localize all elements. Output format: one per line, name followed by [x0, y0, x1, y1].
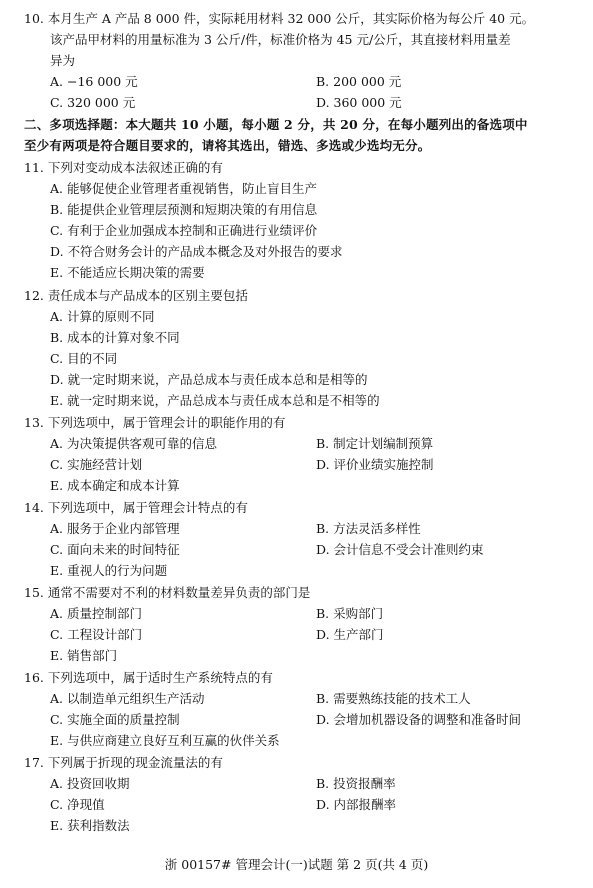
- q17-option-d: D. 内部报酬率: [316, 797, 397, 812]
- q16-option-e: E. 与供应商建立良好互利互赢的伙伴关系: [50, 733, 280, 748]
- q13-option-b: B. 制定计划编制预算: [316, 436, 434, 451]
- q12-option-e: E. 就一定时期来说，产品总成本与责任成本总和是不相等的: [50, 393, 380, 408]
- q10-option-d: D. 360 000 元: [316, 95, 402, 110]
- q17-stem: 17. 下列属于折现的现金流量法的有: [24, 755, 223, 770]
- q17-option-e: E. 获利指数法: [50, 818, 130, 833]
- q12-option-b: B. 成本的计算对象不同: [50, 330, 180, 345]
- q16-option-c: C. 实施全面的质量控制: [50, 712, 180, 727]
- q12-option-a: A. 计算的原则不同: [50, 309, 155, 324]
- q10-stem-line1: 10. 本月生产 A 产品 8 000 件，实际耗用材料 32 000 公斤，其实际价格为每公斤 40 元。: [24, 11, 535, 26]
- q10-option-c: C. 320 000 元: [50, 95, 136, 110]
- q14-stem: 14. 下列选项中，属于管理会计特点的有: [24, 500, 248, 515]
- q17-option-a: A. 投资回收期: [50, 776, 130, 791]
- q13-option-d: D. 评价业绩实施控制: [316, 457, 434, 472]
- q16-option-d: D. 会增加机器设备的调整和准备时间: [316, 712, 522, 727]
- q11-option-e: E. 不能适应长期决策的需要: [50, 265, 205, 280]
- q12-stem: 12. 责任成本与产品成本的区别主要包括: [24, 288, 248, 303]
- q15-option-b: B. 采购部门: [316, 606, 384, 621]
- q16-stem: 16. 下列选项中，属于适时生产系统特点的有: [24, 670, 273, 685]
- q13-stem: 13. 下列选项中，属于管理会计的职能作用的有: [24, 415, 286, 430]
- q15-stem: 15. 通常不需要对不利的材料数量差异负责的部门是: [24, 585, 311, 600]
- q13-option-e: E. 成本确定和成本计算: [50, 478, 180, 493]
- q15-option-a: A. 质量控制部门: [50, 606, 142, 621]
- q13-option-c: C. 实施经营计划: [50, 457, 143, 472]
- q15-option-e: E. 销售部门: [50, 648, 118, 663]
- q11-option-c: C. 有利于企业加强成本控制和正确进行业绩评价: [50, 223, 318, 238]
- q12-option-d: D. 就一定时期来说，产品总成本与责任成本总和是相等的: [50, 372, 368, 387]
- q14-option-a: A. 服务于企业内部管理: [50, 521, 180, 536]
- q11-option-d: D. 不符合财务会计的产品成本概念及对外报告的要求: [50, 244, 343, 259]
- section2-heading-line2: 至少有两项是符合题目要求的，请将其选出，错选、多选或少选均无分。: [24, 138, 431, 153]
- q14-option-c: C. 面向未来的时间特征: [50, 542, 180, 557]
- q17-option-b: B. 投资报酬率: [316, 776, 396, 791]
- q10-option-b: B. 200 000 元: [316, 74, 402, 89]
- section2-heading-line1: 二、多项选择题：本大题共 10 小题，每小题 2 分，共 20 分，在每小题列出的备选项中: [24, 117, 528, 132]
- q12-option-c: C. 目的不同: [50, 351, 118, 366]
- q11-option-b: B. 能提供企业管理层预测和短期决策的有用信息: [50, 202, 318, 217]
- q14-option-d: D. 会计信息不受会计准则约束: [316, 542, 484, 557]
- q10-stem-line3: 异为: [50, 53, 76, 68]
- q13-option-a: A. 为决策提供客观可靠的信息: [50, 436, 217, 451]
- q15-option-c: C. 工程设计部门: [50, 627, 143, 642]
- q16-option-a: A. 以制造单元组织生产活动: [50, 691, 205, 706]
- q17-option-c: C. 净现值: [50, 797, 105, 812]
- q10-option-a: A. −16 000 元: [50, 74, 138, 89]
- q11-stem: 11. 下列对变动成本法叙述正确的有: [24, 160, 223, 175]
- page-footer: 浙 00157# 管理会计(一)试题 第 2 页(共 4 页): [164, 857, 429, 872]
- q11-option-a: A. 能够促使企业管理者重视销售，防止盲目生产: [50, 181, 317, 196]
- q14-option-e: E. 重视人的行为问题: [50, 563, 168, 578]
- q14-option-b: B. 方法灵活多样性: [316, 521, 421, 536]
- q15-option-d: D. 生产部门: [316, 627, 384, 642]
- q16-option-b: B. 需要熟练技能的技术工人: [316, 691, 471, 706]
- q10-stem-line2: 该产品甲材料的用量标准为 3 公斤/件，标准价格为 45 元/公斤，其直接材料用量差: [50, 32, 511, 47]
